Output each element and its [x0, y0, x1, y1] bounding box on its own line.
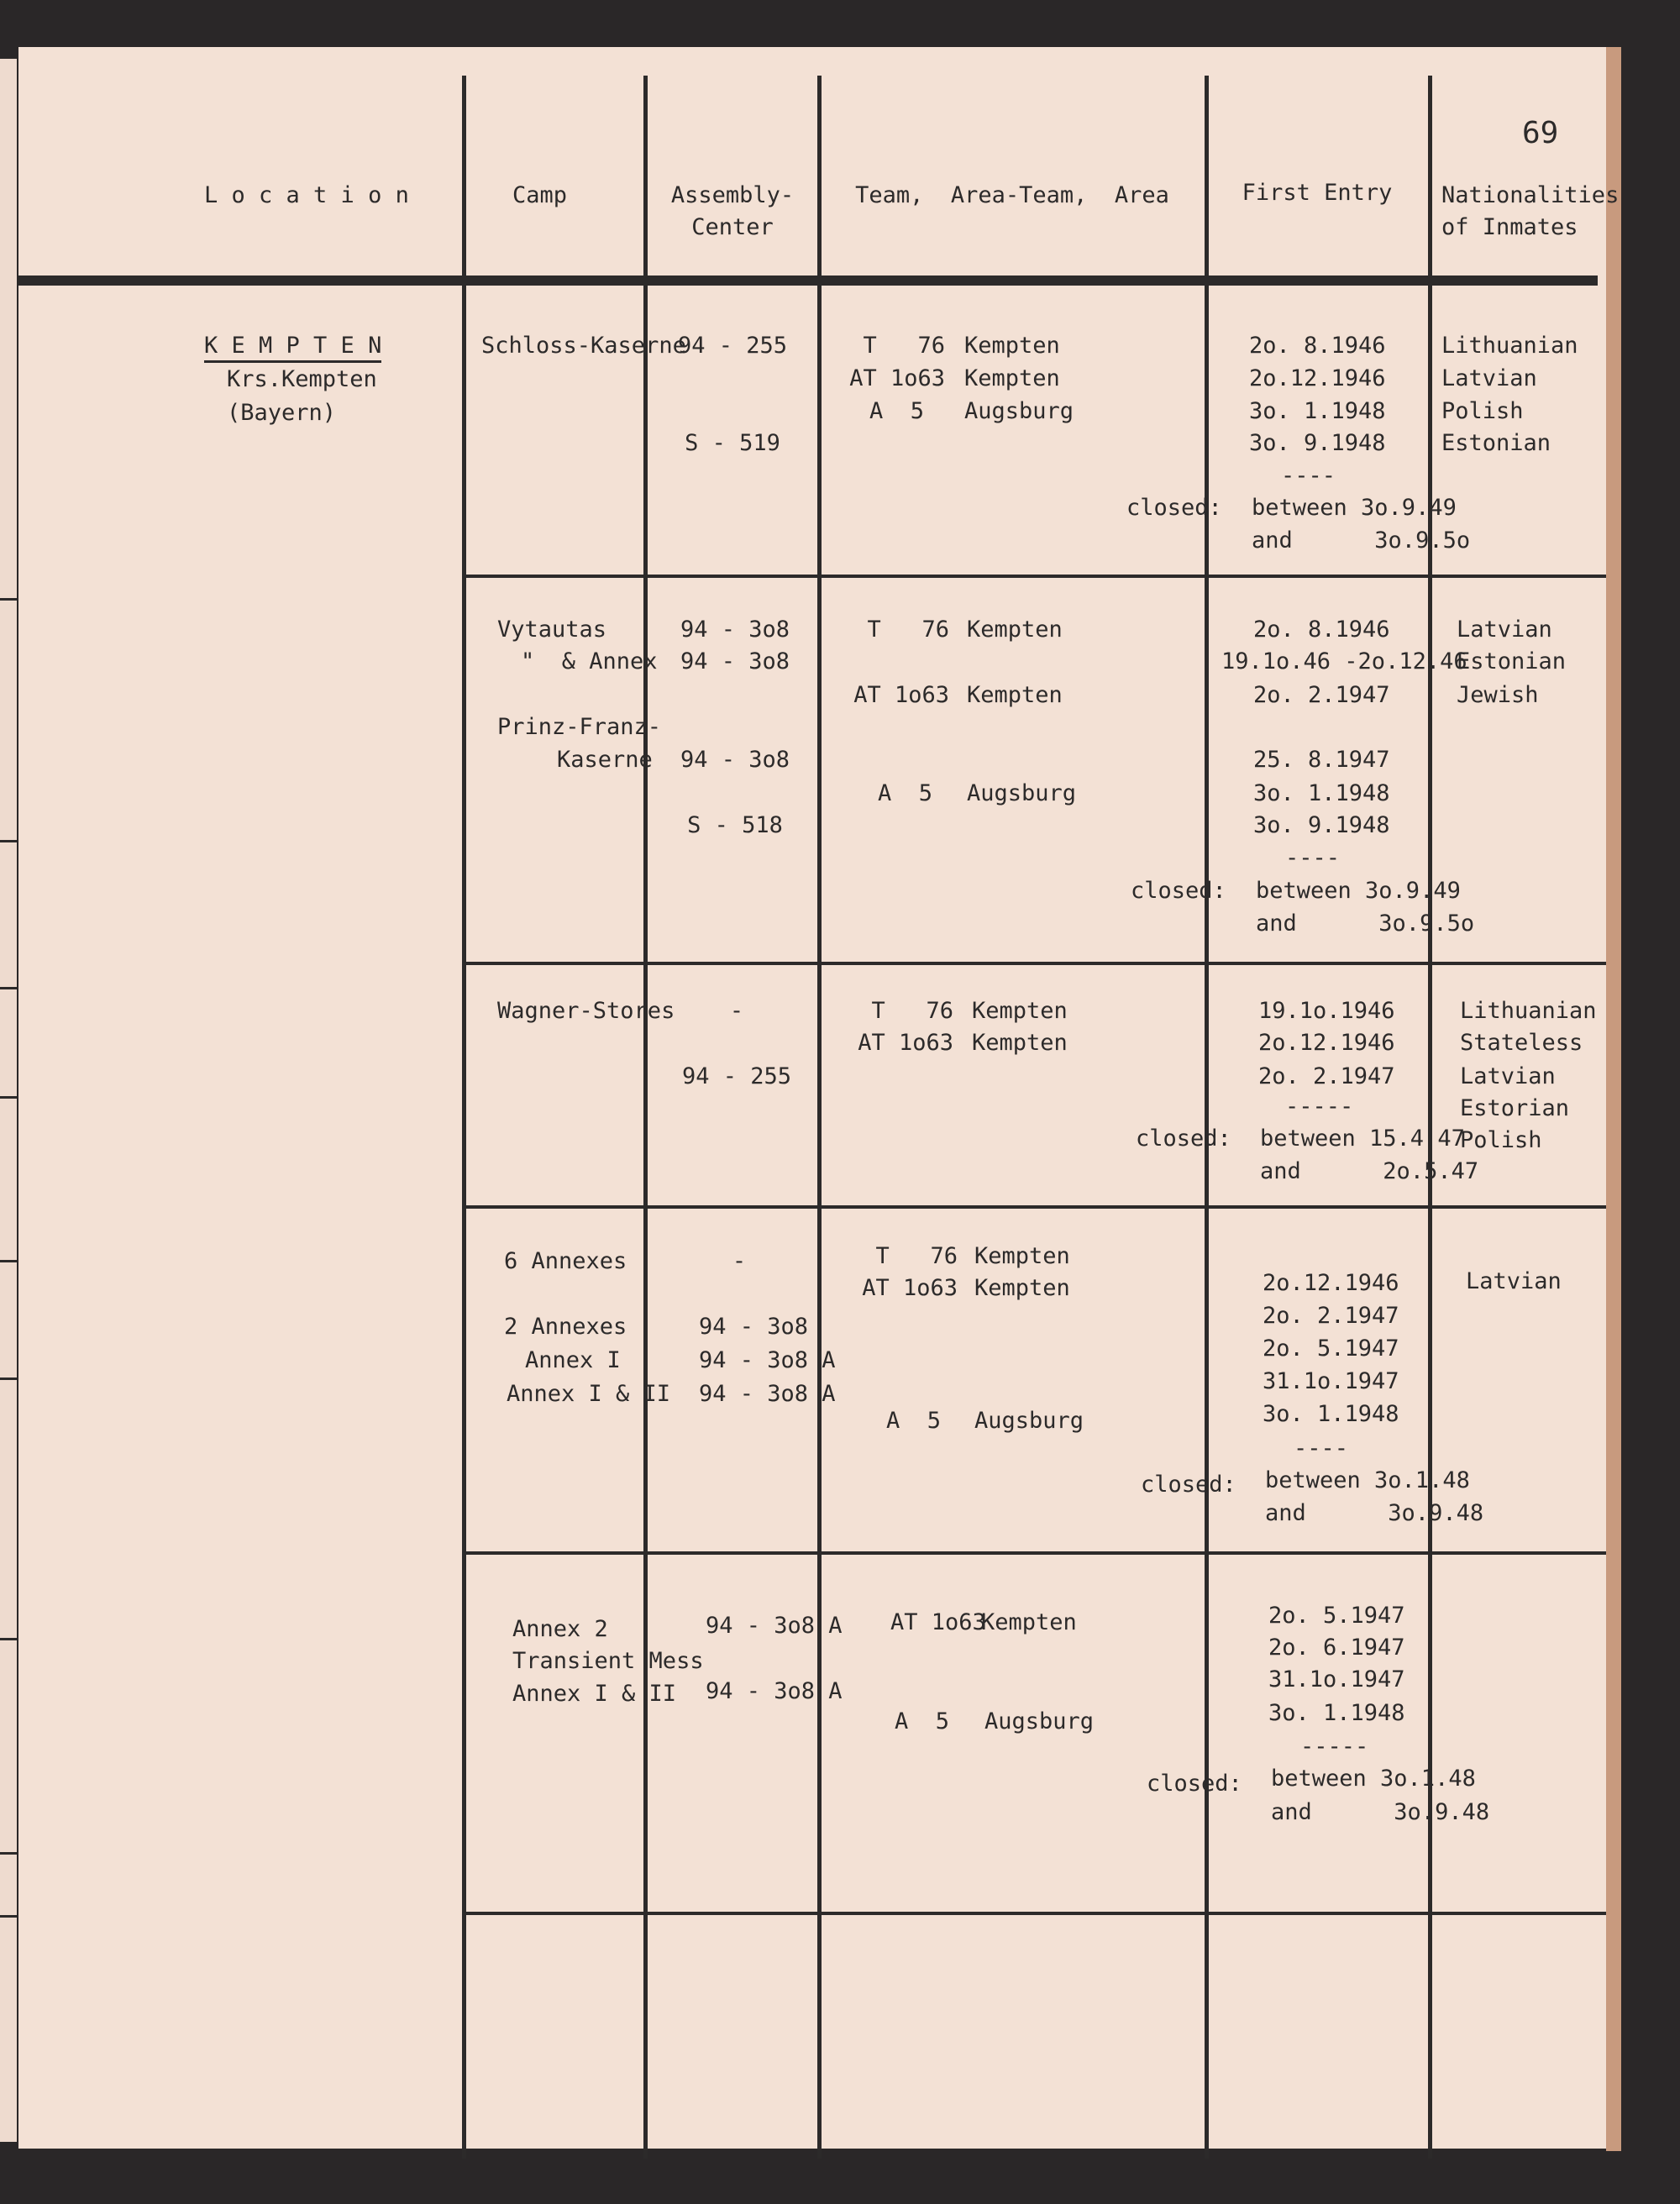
header-team: Team, Area-Team, Area — [855, 182, 1169, 208]
camp-name: Annex I & II — [512, 1681, 677, 1707]
team-code: T 76 — [871, 998, 953, 1024]
team-place: Kempten — [981, 1609, 1077, 1635]
header-rule — [18, 276, 1598, 286]
entry-separator: ---- — [1281, 463, 1336, 489]
row-rule — [464, 1551, 1606, 1555]
camp-name: 2 Annexes — [504, 1314, 627, 1340]
team-place: Kempten — [974, 1275, 1070, 1301]
team-code: AT 1o63 — [849, 365, 945, 391]
entry-date: 2o. 8.1946 — [1253, 617, 1390, 643]
edge-tick — [0, 1852, 17, 1855]
edge-tick — [0, 840, 17, 842]
team-code: A 5 — [885, 1408, 941, 1434]
camp-name: Wagner-Stores — [497, 998, 675, 1024]
entry-closed-between: between 3o.1.48 — [1271, 1766, 1476, 1792]
team-place: Kempten — [967, 682, 1063, 708]
nationality: Latvian — [1457, 617, 1552, 643]
header-nationalities-2: of Inmates — [1441, 214, 1578, 240]
entry-separator: ----- — [1285, 1094, 1354, 1120]
header-location: L o c a t i o n — [204, 182, 409, 208]
closed-label: closed: — [1131, 878, 1226, 904]
row-rule — [464, 575, 1606, 578]
nationality: Lithuanian — [1460, 998, 1597, 1024]
header-nationalities-1: Nationalities — [1441, 182, 1620, 208]
page-right-edge — [1606, 47, 1621, 2151]
closed-label: closed: — [1136, 1126, 1231, 1152]
team-code: A 5 — [869, 398, 924, 424]
team-place: Augsburg — [984, 1708, 1095, 1734]
camp-name: Vytautas — [497, 617, 607, 643]
row-rule — [464, 1912, 1606, 1915]
entry-closed-and: and 2o.5.47 — [1260, 1158, 1479, 1184]
nationality: Jewish — [1457, 682, 1539, 708]
entry-date: 2o.12.1946 — [1258, 1030, 1395, 1056]
assembly-center: 94 - 3o8 — [680, 747, 790, 773]
assembly-center: S - 518 — [687, 812, 783, 838]
entry-date: 3o. 9.1948 — [1253, 812, 1390, 838]
entry-date: 2o. 2.1947 — [1258, 1063, 1395, 1089]
closed-label: closed: — [1147, 1771, 1242, 1797]
entry-date: 2o. 8.1946 — [1249, 333, 1386, 359]
header-assembly-2: Center — [691, 214, 774, 240]
nationality: Latvian — [1460, 1063, 1556, 1089]
entry-date: 2o.12.1946 — [1249, 365, 1386, 391]
column-rule-camp — [643, 76, 648, 2159]
entry-closed-between: between 3o.9.49 — [1256, 878, 1461, 904]
edge-tick — [0, 1378, 17, 1380]
column-rule-assembly — [817, 76, 822, 2159]
camp-name: Annex I — [525, 1347, 621, 1373]
column-rule-team — [1205, 76, 1209, 2159]
entry-separator: ----- — [1300, 1734, 1369, 1760]
team-code: A 5 — [877, 780, 932, 806]
entry-date: 31.1o.1947 — [1268, 1666, 1405, 1692]
entry-date: 3o. 1.1948 — [1253, 780, 1390, 806]
entry-date: 3o. 1.1948 — [1249, 398, 1386, 424]
entry-date: 3o. 9.1948 — [1249, 430, 1386, 456]
team-code: AT 1o63 — [858, 1030, 953, 1056]
entry-separator: ---- — [1294, 1435, 1349, 1461]
assembly-center: 94 - 3o8 — [699, 1314, 809, 1340]
entry-date: 19.1o.1946 — [1258, 998, 1395, 1024]
row-rule — [464, 962, 1606, 965]
closed-label: closed: — [1126, 495, 1222, 521]
assembly-center: 94 - 3o8 A — [706, 1613, 843, 1639]
nationality: Latvian — [1466, 1268, 1562, 1294]
edge-tick — [0, 1915, 17, 1918]
team-place: Kempten — [967, 617, 1063, 643]
assembly-center: 94 - 3o8 A — [699, 1347, 836, 1373]
entry-date: 2o. 5.1947 — [1263, 1336, 1399, 1362]
column-rule-first-entry — [1428, 76, 1432, 2159]
entry-date: 19.1o.46 -2o.12.46 — [1221, 648, 1467, 674]
camp-name: Schloss-Kaserne — [481, 333, 686, 359]
nationality: Estonian — [1457, 648, 1567, 674]
team-place: Kempten — [972, 998, 1068, 1024]
assembly-center: 94 - 255 — [677, 333, 788, 359]
page-left-edge — [0, 59, 17, 2142]
camp-name: 6 Annexes — [504, 1248, 627, 1274]
page-number: 69 — [1522, 116, 1559, 150]
edge-tick — [0, 1260, 17, 1262]
entry-date: 2o.12.1946 — [1263, 1270, 1399, 1296]
entry-date: 3o. 1.1948 — [1268, 1700, 1405, 1726]
entry-closed-between: between 3o.1.48 — [1265, 1467, 1470, 1493]
team-place: Kempten — [964, 333, 1060, 359]
entry-date: 2o. 2.1947 — [1263, 1303, 1399, 1329]
nationality: Polish — [1460, 1127, 1542, 1153]
camp-name: Transient Mess — [512, 1648, 704, 1674]
team-code: T 76 — [867, 617, 949, 643]
team-place: Augsburg — [964, 398, 1074, 424]
assembly-center: 94 - 3o8 A — [706, 1678, 843, 1704]
entry-date: 3o. 1.1948 — [1263, 1401, 1399, 1427]
entry-date: 2o. 6.1947 — [1268, 1635, 1405, 1661]
nationality: Stateless — [1460, 1030, 1583, 1056]
entry-closed-and: and 3o.9.5o — [1252, 527, 1471, 554]
column-rule-location — [462, 76, 466, 2159]
nationality: Estorian — [1460, 1095, 1570, 1121]
entry-closed-and: and 3o.9.5o — [1256, 910, 1475, 937]
assembly-center: 94 - 3o8 A — [699, 1381, 836, 1407]
camp-name: Annex 2 — [512, 1616, 608, 1642]
closed-label: closed: — [1141, 1472, 1236, 1498]
entry-closed-and: and 3o.9.48 — [1271, 1799, 1490, 1825]
location-city: K E M P T E N — [204, 332, 381, 363]
location-state: (Bayern) — [227, 400, 337, 426]
header-first-entry: First Entry — [1242, 180, 1393, 206]
edge-tick — [0, 1096, 17, 1099]
entry-date: 2o. 2.1947 — [1253, 682, 1390, 708]
edge-tick — [0, 598, 17, 601]
assembly-center: - — [729, 998, 744, 1024]
entry-closed-and: and 3o.9.48 — [1265, 1500, 1484, 1526]
location-district: Krs.Kempten — [227, 366, 377, 392]
team-code: AT 1o63 — [890, 1609, 986, 1635]
nationality: Polish — [1441, 398, 1524, 424]
team-code: AT 1o63 — [862, 1275, 958, 1301]
nationality: Lithuanian — [1441, 333, 1578, 359]
assembly-center: 94 - 3o8 — [680, 648, 790, 674]
edge-tick — [0, 1638, 17, 1640]
entry-closed-between: between 3o.9.49 — [1252, 495, 1457, 521]
team-place: Kempten — [972, 1030, 1068, 1056]
team-code: T 76 — [875, 1243, 958, 1269]
team-code: T 76 — [863, 333, 945, 359]
nationality: Latvian — [1441, 365, 1537, 391]
entry-closed-between: between 15.4.47 — [1260, 1126, 1465, 1152]
team-place: Kempten — [964, 365, 1060, 391]
header-camp: Camp — [512, 182, 568, 208]
camp-name: Annex I & II — [507, 1381, 671, 1407]
entry-separator: ---- — [1285, 845, 1341, 871]
entry-date: 2o. 5.1947 — [1268, 1603, 1405, 1629]
assembly-center: 94 - 255 — [681, 1063, 792, 1089]
assembly-center: - — [732, 1248, 747, 1274]
entry-date: 25. 8.1947 — [1253, 747, 1390, 773]
assembly-center: S - 519 — [685, 430, 780, 456]
edge-tick — [0, 987, 17, 989]
assembly-center: 94 - 3o8 — [680, 617, 790, 643]
team-place: Augsburg — [967, 780, 1077, 806]
camp-name: Prinz-Franz- — [497, 714, 662, 740]
nationality: Estonian — [1441, 430, 1551, 456]
team-code: AT 1o63 — [853, 682, 949, 708]
header-assembly-1: Assembly- — [670, 182, 795, 208]
team-place: Augsburg — [974, 1408, 1084, 1434]
camp-name: Kaserne — [557, 747, 653, 773]
camp-name: " & Annex — [521, 648, 658, 674]
row-rule — [464, 1205, 1606, 1209]
team-place: Kempten — [974, 1243, 1070, 1269]
team-code: A 5 — [894, 1708, 949, 1734]
entry-date: 31.1o.1947 — [1263, 1368, 1399, 1394]
